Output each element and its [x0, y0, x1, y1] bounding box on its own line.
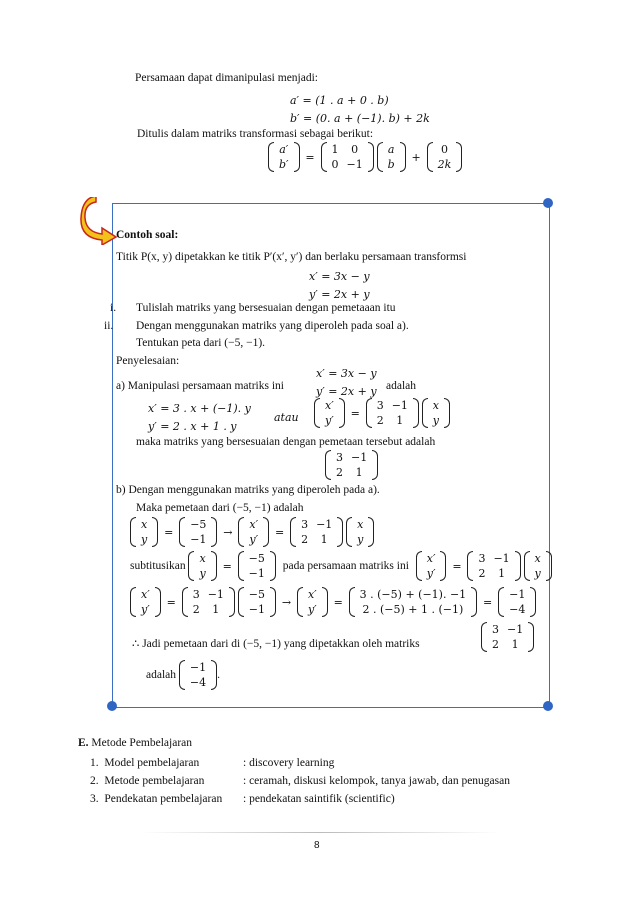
part-a-adalah: adalah — [386, 380, 417, 392]
eq-b-prime: b′ = (0. a + (−1). b) + 2k — [290, 112, 430, 125]
equals-sign: = — [305, 150, 315, 164]
part-a-sys2: y′ = 2x + y — [316, 385, 377, 398]
part-a-result-matrix: 3 −1 2 1 — [325, 450, 378, 480]
intro-matrix-equation — [268, 142, 462, 172]
atau-label: atau — [274, 411, 299, 424]
intro-line2: Ditulis dalam matriks transformasi sebagai berikut: — [137, 128, 374, 140]
vector-constant: 0 2k — [427, 142, 463, 172]
part-b-peta: Maka pemetaan dari (−5, −1) adalah — [136, 502, 304, 514]
part-a-eq1: x′ = 3 . x + (−1). y — [148, 402, 251, 415]
list-item: 3. Pendekatan pembelajaran — [90, 793, 223, 805]
question-ii: Dengan menggunakan matriks yang diperoleh pada soal a). — [136, 320, 409, 332]
part-b-mapping: x y = −5 −1 → x′ y′ = 3 −1 2 1 x y — [130, 517, 374, 547]
part-a-text: a) Manipulasi persamaan matriks ini — [116, 380, 284, 392]
list-item-value: : ceramah, diskusi kelompok, tanya jawab, dan penugasan — [243, 775, 510, 787]
part-a-maka: maka matriks yang bersesuaian dengan pemetaan tersebut adalah — [136, 436, 436, 448]
question-i: Tulislah matriks yang bersesuaian dengan pemetaaan itu — [136, 302, 396, 314]
list-item: 2. Metode pembelajaran — [90, 775, 205, 787]
list-item-value: : discovery learning — [243, 757, 335, 769]
list-item: 1. Model pembelajaran — [90, 757, 200, 769]
list-item-value: : pendekatan saintifik (scientific) — [243, 793, 395, 805]
conclusion-result: adalah −1 −4 . — [146, 661, 220, 689]
question-ii-num: ii. — [104, 320, 114, 332]
question-ii-b: Tentukan peta dari (−5, −1). — [136, 337, 266, 349]
example-statement: Titik P(x, y) dipetakkan ke titik P′(x′, y′) dan berlaku persamaan transformsi — [116, 251, 467, 263]
footer-divider — [140, 832, 500, 833]
system-eq1: x′ = 3x − y — [309, 270, 370, 283]
frame-dot-top-right — [543, 198, 553, 208]
part-b-calculation: x′ y′ = 3 −1 2 1 −5 −1 → x′ y′ = 3 . (−5) + (−1). −1 2 . (−5) + 1 . (−1) = −1 −4 — [130, 587, 536, 617]
system-eq2: y′ = 2x + y — [309, 288, 370, 301]
part-b-substitute: subtitusikan x y = −5 −1 pada persamaan matriks ini x′ y′ = 3 −1 2 1 x y — [130, 551, 552, 581]
section-e-heading: E. Metode Pembelajaran — [78, 737, 193, 749]
conclusion-text: ∴ Jadi pemetaan dari di (−5, −1) yang dipetakkan oleh matriks — [132, 638, 420, 650]
conclusion-matrix: 3 −1 2 1 — [481, 622, 534, 652]
frame-dot-bottom-left — [107, 701, 117, 711]
question-i-num: i. — [110, 302, 117, 314]
part-a-sys1: x′ = 3x − y — [316, 367, 377, 380]
frame-dot-bottom-right — [543, 701, 553, 711]
part-a-matrix-equation: x′ y′ = 3 −1 2 1 x y — [314, 398, 450, 428]
part-b-text: b) Dengan menggunakan matriks yang diperoleh pada a). — [116, 484, 380, 496]
page-number: 8 — [314, 840, 320, 851]
intro-line1: Persamaan dapat dimanipulasi menjadi: — [135, 72, 318, 84]
part-a-eq2: y′ = 2 . x + 1 . y — [148, 420, 237, 433]
vector-lhs: a′ b′ — [268, 142, 300, 172]
penyelesaian-label: Penyelesaian: — [116, 355, 180, 367]
eq-a-prime: a′ = (1 . a + 0 . b) — [290, 94, 389, 107]
vector-ab: a b — [377, 142, 406, 172]
plus-sign: + — [411, 150, 421, 164]
example-title: Contoh soal: — [116, 229, 179, 241]
transform-matrix: 1 0 0 −1 — [321, 142, 374, 172]
